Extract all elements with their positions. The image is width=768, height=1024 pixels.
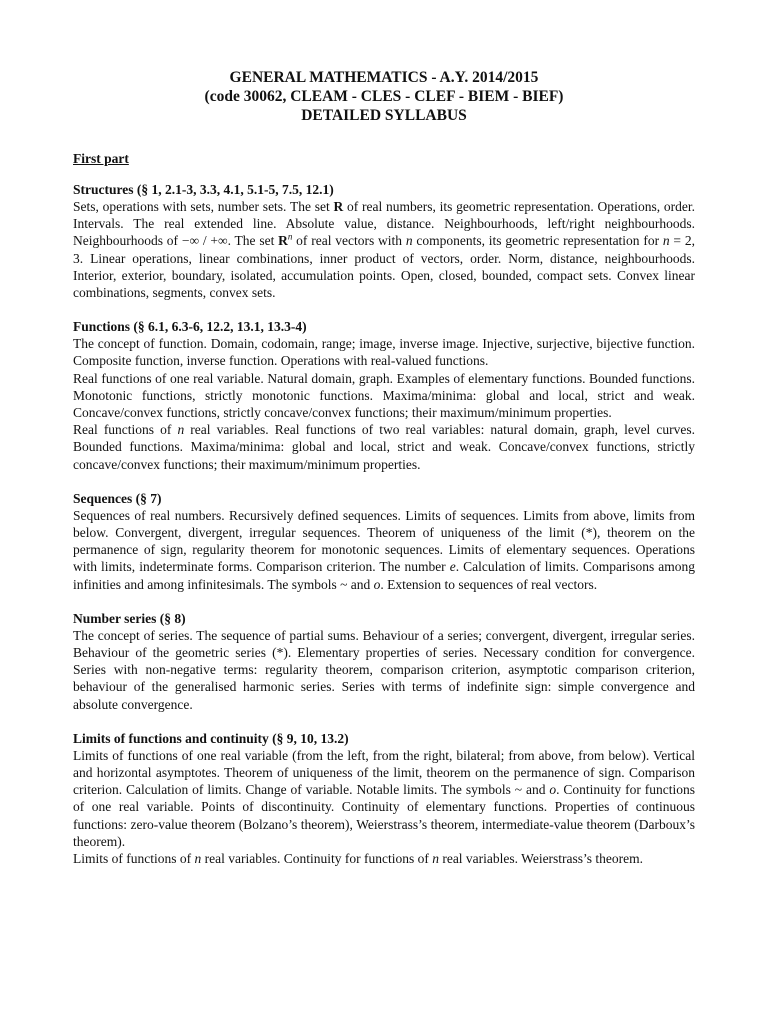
section-number-series xyxy=(73,610,695,713)
part-title: First part xyxy=(73,151,129,166)
section-paragraph xyxy=(73,198,695,301)
text-run: Limits of functions of one real variable (from the left, from the right, bilateral; from above, from below). Vertical and horizontal asymptotes. Theorem of uniqueness of the limit, theorem on the permanence of sign. Comparison criterion. Calculation of limits. Change of variable. Notable limits. The symbols ~ and xyxy=(73,747,695,798)
text-run: Sets, operations with sets, number sets. The set xyxy=(73,199,334,214)
text-run: components, its geometric representation for xyxy=(412,233,663,249)
section-limits-continuity xyxy=(73,730,695,867)
section-paragraph xyxy=(73,421,695,473)
text-run: real variables. Real functions of two real variables: natural domain, graph, level curves. Bounded functions. Maxima/minima: global and local, strict and weak. Concave/convex functions, strictly concave/convex functions; their maximum/minimum properties. xyxy=(73,422,695,472)
section-title: Number series (§ 8) xyxy=(73,610,186,626)
document-header xyxy=(73,68,695,125)
text-run: real variables. Continuity for functions of xyxy=(201,851,433,867)
text-run: Real functions of xyxy=(73,422,178,438)
text-run: real variables. Weierstrass’s theorem. xyxy=(438,851,644,867)
text-run: Sequences of real numbers. Recursively defined sequences. Limits of sequences. Limits from above, limits from below. Convergent, divergent, irregular sequences. Theorem of uniqueness of the limit (*), theorem on the permanence of sign, regularity theorem for monotonic sequences. Limits of elementary sequences. Operations with limits, indeterminate forms. Comparison criterion. The number xyxy=(73,507,695,575)
section-title: Functions (§ 6.1, 6.3-6, 12.2, 13.1, 13.3-4) xyxy=(73,319,307,335)
math-variable: n xyxy=(177,422,185,438)
text-run: of real numbers, its geometric representation. Operations, order. Intervals. The real extended line. Absolute value, distance. Neighbourhoods, left/right neighbourhoods. Neighbourhoods of −∞ / +∞. The set xyxy=(73,199,696,249)
text-run: . Calculation of limits. Comparisons among infinities and among infinitesimals. The symbols ~ and xyxy=(73,559,695,592)
math-variable: o xyxy=(373,576,381,592)
text-run: Limits of functions of xyxy=(73,851,195,867)
math-variable: n xyxy=(194,851,202,867)
section-title: Structures (§ 1, 2.1-3, 3.3, 4.1, 5.1-5, 7.5, 12.1) xyxy=(73,182,334,197)
section-paragraph xyxy=(73,747,695,850)
section-structures xyxy=(73,181,695,301)
math-variable: e xyxy=(449,559,456,575)
math-symbol: R xyxy=(333,199,344,214)
section-sequences xyxy=(73,490,695,593)
section-paragraph: Real functions of one real variable. Natural domain, graph. Examples of elementary functions. Bounded functions. Monotonic functions, strictly monotonic functions. Maxima/minima: global and local, strict and weak. Concave/convex functions, strictly concave/convex functions; their maximum/minimum properties. xyxy=(73,370,695,421)
course-codes: (code 30062, CLEAM - CLES - CLEF - BIEM - BIEF) xyxy=(204,88,564,105)
section-functions xyxy=(73,318,695,473)
math-superscript: n xyxy=(287,231,293,242)
text-run: . Continuity for functions of one real variable. Points of discontinuity. Continuity of elementary functions. Properties of continuous functions: zero-value theorem (Bolzano’s theorem), Weierstrass’s theorem, intermediate-value theorem (Darboux’s theorem). xyxy=(73,782,695,849)
section-title: Sequences (§ 7) xyxy=(73,490,162,506)
math-variable: n xyxy=(662,233,670,249)
text-run: of real vectors with xyxy=(292,233,406,249)
section-paragraph: The concept of series. The sequence of partial sums. Behaviour of a series; convergent, divergent, irregular series. Behaviour of the geometric series (*). Elementary properties of series. Necessary condition for convergence. Series with non-negative terms: regularity theorem, comparison criterion, asymptotic comparison criterion, behaviour of the generalised harmonic series. Series with terms of indefinite sign: simple convergence and absolute convergence. xyxy=(73,627,695,712)
section-paragraph xyxy=(73,850,695,867)
math-variable: n xyxy=(432,851,439,867)
text-run: = 2, 3. Linear operations, linear combinations, inner product of vectors, order. Norm, distance, neighbourhoods. Interior, exterior, boundary, isolated, accumulation points. Open, closed, bounded, compact sets. Convex linear combinations, segments, convex sets. xyxy=(73,233,695,301)
section-title: Limits of functions and continuity (§ 9, 10, 13.2) xyxy=(73,730,349,746)
section-paragraph: The concept of function. Domain, codomain, range; image, inverse image. Injective, surjective, bijective function. Composite function, inverse function. Operations with real-valued functions. xyxy=(73,336,695,369)
math-variable: n xyxy=(405,233,413,249)
math-variable: o xyxy=(549,782,557,798)
section-paragraph xyxy=(73,507,695,593)
math-symbol: R xyxy=(278,233,288,249)
text-run: . Extension to sequences of real vectors. xyxy=(380,576,598,592)
syllabus-title: DETAILED SYLLABUS xyxy=(301,107,467,124)
course-title: GENERAL MATHEMATICS - A.Y. 2014/2015 xyxy=(229,69,539,86)
